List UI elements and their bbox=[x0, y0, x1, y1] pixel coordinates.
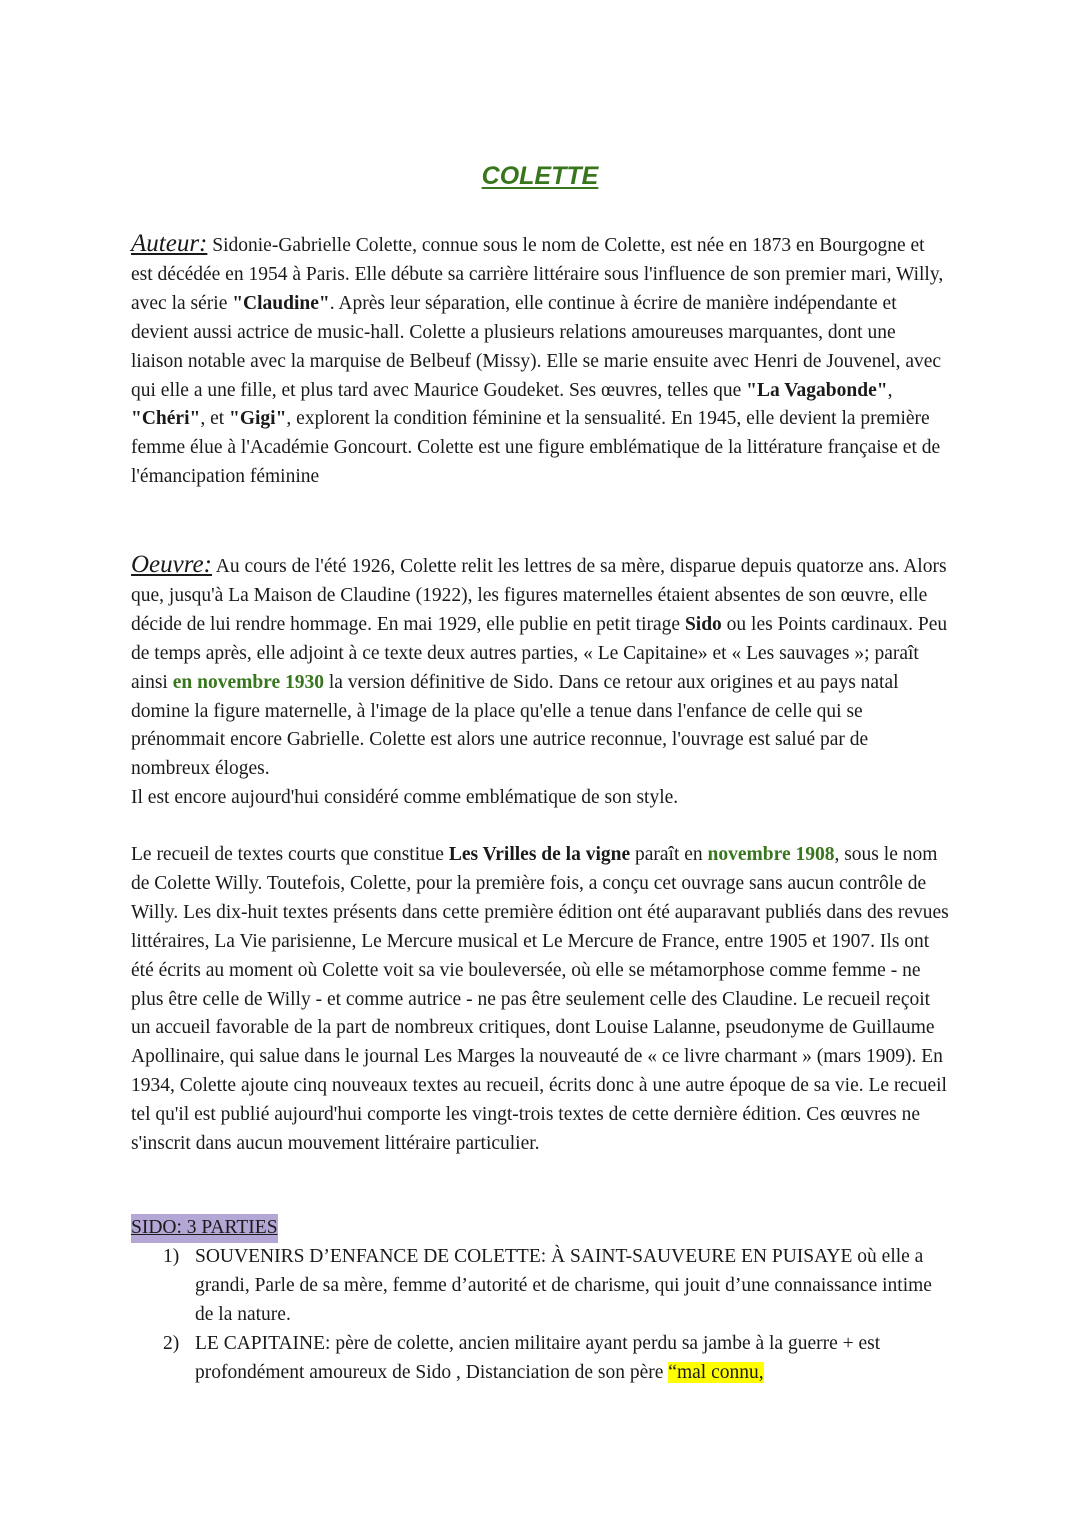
list-item-number: 2) bbox=[163, 1332, 180, 1354]
oeuvre-text-1: Au cours de l'été 1926, Colette relit les lettres de sa mère, disparue depuis quatorze ans. Alors que, jusqu'à La Maison de Claudine (1922), les figures maternelles étaient absentes de son œuvre, elle décide de lui rendre hommage. En mai 1929, elle publie en petit tirage bbox=[131, 556, 947, 635]
sido-parts-list bbox=[131, 1243, 951, 1388]
list-item-number: 1) bbox=[163, 1246, 180, 1267]
auteur-paragraph bbox=[131, 230, 951, 492]
vrilles-text-1: Le recueil de textes courts que constitue bbox=[131, 844, 449, 865]
vrilles-bold-title: Les Vrilles de la vigne bbox=[448, 844, 631, 865]
list-item-text: SOUVENIRS D’ENFANCE DE COLETTE: À SAINT-SAUVEURE EN PUISAYE où elle a grandi, Parle de sa mère, femme d’autorité et de charisme, qui jouit d’une connaissance intime de la nature. bbox=[195, 1246, 932, 1325]
list-item bbox=[131, 1243, 951, 1330]
sido-heading: SIDO: 3 PARTIES bbox=[131, 1214, 278, 1243]
oeuvre-label: Oeuvre: bbox=[131, 551, 212, 578]
auteur-bold-gigi: "Gigi" bbox=[229, 408, 287, 430]
page-title: COLETTE bbox=[481, 162, 599, 190]
auteur-label: Auteur: bbox=[131, 230, 208, 257]
auteur-text-3: , bbox=[887, 379, 893, 401]
auteur-text-4: , et bbox=[200, 408, 230, 430]
auteur-bold-claudine: "Claudine" bbox=[232, 292, 330, 314]
vrilles-text-3: , sous le nom de Colette Willy. Toutefois, Colette, pour la première fois, a conçu cet ouvrage sans aucun contrôle de Willy. Les dix-huit textes présents dans cette première édition ont été auparavant publiés dans des revues littéraires, La Vie parisienne, Le Mercure musical et Le Mercure de France, entre 1905 et 1907. Ils ont été écrits au moment où Colette voit sa vie bouleversée, où elle se métamorphose comme femme - ne plus être celle de Willy - et comme autrice - ne pas être seulement celle des Claudine. Le recueil reçoit un accueil favorable de la part de nombreux critiques, dont Louise Lalanne, pseudonyme de Guillaume Apollinaire, qui salue dans le journal Les Marges la nouveauté de « ce livre charmant » (mars 1909). En 1934, Colette ajoute cinq nouveaux textes au recueil, écrits donc à une autre époque de sa vie. Le recueil tel qu'il est publié aujourd'hui comporte les vingt-trois textes de cette dernière édition. Ces œuvres ne s'inscrit dans aucun mouvement littéraire particulier. bbox=[131, 844, 949, 1155]
oeuvre-paragraph bbox=[131, 551, 951, 813]
highlighted-quote: “mal connu, bbox=[668, 1361, 764, 1383]
auteur-text-5: , explorent la condition féminine et la sensualité. En 1945, elle devient la première femme élue à l'Académie Goncourt. Colette est une figure emblématique de la littérature française et de l'émancipation féminine bbox=[131, 408, 941, 488]
oeuvre-text-3: la version définitive de Sido. Dans ce retour aux origines et au pays natal domine la figure maternelle, à l'image de la place qu'elle a tenue dans l'enfance de celle qui se prénommait encore Gabrielle. Colette est alors une autrice reconnue, l'ouvrage est salué par de nombreux éloges. bbox=[131, 671, 899, 780]
auteur-bold-vagabonde: "La Vagabonde" bbox=[746, 379, 888, 401]
oeuvre-bold-sido: Sido bbox=[684, 613, 722, 635]
list-item-text: LE CAPITAINE: père de colette, ancien militaire ayant perdu sa jambe à la guerre + est profondément amoureux de Sido , Distanciation de son père bbox=[195, 1332, 881, 1383]
oeuvre-text-2: ou les Points cardinaux. Peu de temps après, elle adjoint à ce texte deux autres parties, « Le Capitaine» et « Les sauvages »; paraît ainsi bbox=[131, 613, 948, 693]
oeuvre-date-highlight: en novembre 1930 bbox=[172, 671, 325, 693]
vrilles-date-highlight: novembre 1908 bbox=[707, 844, 835, 865]
vrilles-text-2: paraît en bbox=[630, 844, 708, 865]
auteur-bold-cheri: "Chéri" bbox=[131, 408, 201, 430]
vrilles-paragraph bbox=[131, 841, 951, 1159]
list-item bbox=[131, 1330, 951, 1388]
auteur-text-2: . Après leur séparation, elle continue à écrire de manière indépendante et devient aussi actrice de music-hall. Colette a plusieurs relations amoureuses marquantes, dont une liaison notable avec la marquise de Belbeuf (Missy). Elle se marie ensuite avec Henri de Jouvenel, avec qui elle a une fille, et plus tard avec Maurice Goudeket. Ses œuvres, telles que bbox=[131, 292, 942, 401]
auteur-text-1: Sidonie-Gabrielle Colette, connue sous le nom de Colette, est née en 1873 en Bourgogne et est décédée en 1954 à Paris. Elle débute sa carrière littéraire sous l'influence de son premier mari, Willy, avec la série bbox=[131, 235, 944, 314]
oeuvre-text-4: Il est encore aujourd'hui considéré comme emblématique de son style. bbox=[131, 787, 679, 809]
